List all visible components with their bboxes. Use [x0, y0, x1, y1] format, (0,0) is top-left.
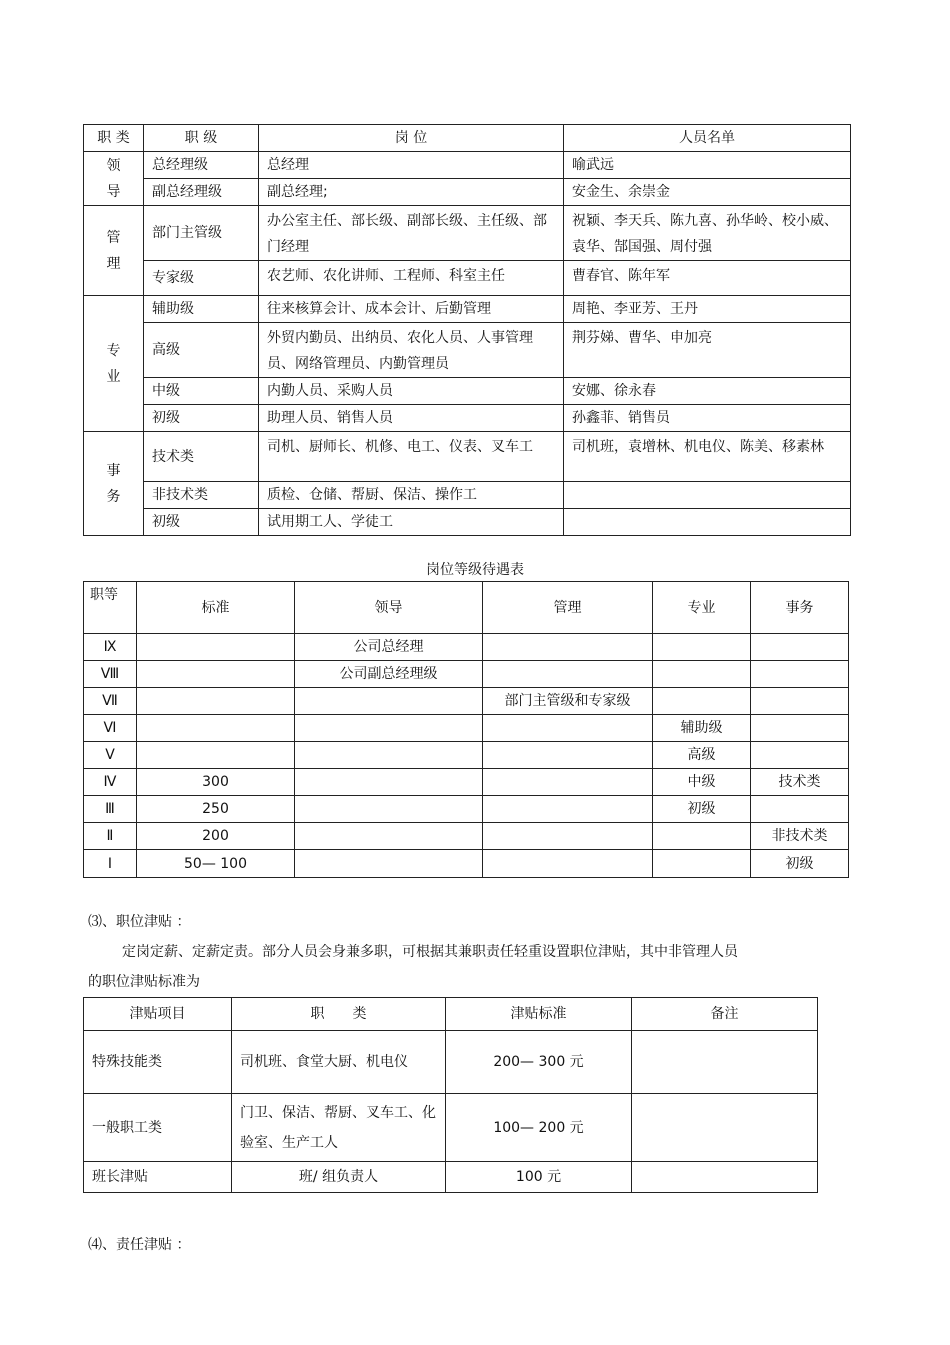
professional-cell: 高级: [653, 742, 751, 769]
table-row: [84, 823, 849, 850]
manage-cell: [483, 715, 653, 742]
affairs-cell: [751, 688, 849, 715]
grade-cell: Ⅲ: [84, 796, 137, 823]
note-cell: [632, 1031, 818, 1094]
leader-cell: 公司总经理: [295, 634, 483, 661]
level-cell: 总经理级: [144, 152, 259, 179]
post-cell: 试用期工人、学徒工: [259, 509, 564, 536]
table-row: [84, 634, 849, 661]
post-cell: 助理人员、销售人员: [259, 405, 564, 432]
category-cell: 班/ 组负责人: [232, 1162, 446, 1193]
names-cell: 司机班，袁增林、机电仪、陈美、移素林: [564, 432, 851, 482]
leader-cell: [295, 688, 483, 715]
affairs-cell: 非技术类: [751, 823, 849, 850]
post-cell: 农艺师、农化讲师、工程师、科室主任: [259, 261, 564, 296]
standard-cell: 200— 300 元: [446, 1031, 632, 1094]
header-post: 岗 位: [259, 125, 564, 152]
section-3-paragraph-line2: 的职位津贴标准为: [88, 974, 200, 990]
manage-cell: [483, 634, 653, 661]
grade-cell: Ⅷ: [84, 661, 137, 688]
level-cell: 非技术类: [144, 482, 259, 509]
table-row: [84, 742, 849, 769]
level-cell: 辅助级: [144, 296, 259, 323]
header-category: 职 类: [232, 998, 446, 1031]
affairs-cell: [751, 634, 849, 661]
level-cell: 副总经理级: [144, 179, 259, 206]
header-category: 职 类: [84, 125, 144, 152]
affairs-cell: 技术类: [751, 769, 849, 796]
table-row: [84, 1162, 818, 1193]
post-cell: 质检、仓储、帮厨、保洁、操作工: [259, 482, 564, 509]
post-cell: 总经理: [259, 152, 564, 179]
header-note: 备注: [632, 998, 818, 1031]
table-row: [84, 1031, 818, 1094]
category-cell: 门卫、保洁、帮厨、叉车工、化验室、生产工人: [232, 1094, 446, 1162]
post-cell: 外贸内勤员、出纳员、农化人员、人事管理员、网络管理员、内勤管理员: [259, 323, 564, 378]
header-standard: 津贴标准: [446, 998, 632, 1031]
standard-cell: [137, 688, 295, 715]
professional-cell: [653, 661, 751, 688]
note-cell: [632, 1094, 818, 1162]
leader-cell: [295, 715, 483, 742]
grade-cell: Ⅰ: [84, 850, 137, 878]
names-cell: 祝颖、李天兵、陈九喜、孙华岭、校小威、袁华、郜国强、周付强: [564, 206, 851, 261]
manage-cell: [483, 796, 653, 823]
grade-cell: Ⅵ: [84, 715, 137, 742]
standard-cell: 300: [137, 769, 295, 796]
names-cell: [564, 482, 851, 509]
professional-cell: [653, 850, 751, 878]
manage-cell: 部门主管级和专家级: [483, 688, 653, 715]
professional-cell: 辅助级: [653, 715, 751, 742]
grade-cell: Ⅳ: [84, 769, 137, 796]
manage-cell: [483, 850, 653, 878]
standard-cell: 100 元: [446, 1162, 632, 1193]
names-cell: 喻武远: [564, 152, 851, 179]
post-cell: 内勤人员、采购人员: [259, 378, 564, 405]
table-row: [84, 661, 849, 688]
manage-cell: [483, 742, 653, 769]
leader-cell: 公司副总经理级: [295, 661, 483, 688]
header-leader: 领导: [295, 582, 483, 634]
table-row: [84, 688, 849, 715]
professional-cell: [653, 688, 751, 715]
post-cell: 司机、厨师长、机修、电工、仪表、叉车工: [259, 432, 564, 482]
section-3-paragraph-line1: 定岗定薪、定薪定责。部分人员会身兼多职，可根据其兼职责任轻重设置职位津贴，其中非管理人员: [122, 944, 738, 960]
leader-cell: [295, 742, 483, 769]
note-cell: [632, 1162, 818, 1193]
section-4-heading: ⑷、责任津贴 ：: [88, 1237, 191, 1253]
level-cell: 中级: [144, 378, 259, 405]
professional-cell: [653, 823, 751, 850]
header-grade: 职等: [84, 582, 137, 634]
level-cell: 部门主管级: [144, 206, 259, 261]
affairs-cell: 初级: [751, 850, 849, 878]
post-cell: 副总经理;: [259, 179, 564, 206]
header-standard: 标准: [137, 582, 295, 634]
leader-cell: [295, 796, 483, 823]
table-row: [84, 1094, 818, 1162]
group-affairs: 事 务: [84, 432, 144, 536]
standard-cell: 250: [137, 796, 295, 823]
table-row: [84, 715, 849, 742]
personnel-table: [83, 124, 851, 536]
manage-cell: [483, 769, 653, 796]
names-cell: 安金生、余崇金: [564, 179, 851, 206]
section-3-heading: ⑶、职位津贴 ：: [88, 914, 191, 930]
category-cell: 司机班、食堂大厨、机电仪: [232, 1031, 446, 1094]
table-row: [84, 850, 849, 878]
level-cell: 技术类: [144, 432, 259, 482]
grade-cell: Ⅱ: [84, 823, 137, 850]
standard-cell: [137, 634, 295, 661]
item-cell: 一般职工类: [84, 1094, 232, 1162]
affairs-cell: [751, 796, 849, 823]
professional-cell: 初级: [653, 796, 751, 823]
header-professional: 专业: [653, 582, 751, 634]
allowance-table: [83, 997, 818, 1193]
level-cell: 高级: [144, 323, 259, 378]
leader-cell: [295, 823, 483, 850]
standard-cell: 200: [137, 823, 295, 850]
level-cell: 初级: [144, 405, 259, 432]
header-names: 人员名单: [564, 125, 851, 152]
affairs-cell: [751, 661, 849, 688]
group-professional: 专 业: [84, 296, 144, 432]
post-cell: 往来核算会计、成本会计、后勤管理: [259, 296, 564, 323]
header-affairs: 事务: [751, 582, 849, 634]
professional-cell: 中级: [653, 769, 751, 796]
standard-cell: 50— 100: [137, 850, 295, 878]
header-level: 职 级: [144, 125, 259, 152]
names-cell: 周艳、李亚芳、王丹: [564, 296, 851, 323]
grade-table-title: 岗位等级待遇表: [426, 562, 524, 578]
level-cell: 初级: [144, 509, 259, 536]
affairs-cell: [751, 742, 849, 769]
affairs-cell: [751, 715, 849, 742]
standard-cell: 100— 200 元: [446, 1094, 632, 1162]
grade-cell: Ⅴ: [84, 742, 137, 769]
manage-cell: [483, 823, 653, 850]
names-cell: 荆芬娣、曹华、申加亮: [564, 323, 851, 378]
leader-cell: [295, 850, 483, 878]
standard-cell: [137, 715, 295, 742]
item-cell: 特殊技能类: [84, 1031, 232, 1094]
names-cell: 曹春官、陈年军: [564, 261, 851, 296]
table-row: [84, 796, 849, 823]
header-item: 津贴项目: [84, 998, 232, 1031]
grade-table: [83, 581, 849, 878]
names-cell: 安娜、徐永春: [564, 378, 851, 405]
manage-cell: [483, 661, 653, 688]
header-manage: 管理: [483, 582, 653, 634]
names-cell: [564, 509, 851, 536]
group-leader: 领 导: [84, 152, 144, 206]
names-cell: 孙鑫菲、销售员: [564, 405, 851, 432]
level-cell: 专家级: [144, 261, 259, 296]
group-manage: 管 理: [84, 206, 144, 296]
leader-cell: [295, 769, 483, 796]
post-cell: 办公室主任、部长级、副部长级、主任级、部门经理: [259, 206, 564, 261]
grade-cell: Ⅶ: [84, 688, 137, 715]
grade-cell: Ⅸ: [84, 634, 137, 661]
item-cell: 班长津贴: [84, 1162, 232, 1193]
table-row: [84, 769, 849, 796]
standard-cell: [137, 661, 295, 688]
professional-cell: [653, 634, 751, 661]
standard-cell: [137, 742, 295, 769]
